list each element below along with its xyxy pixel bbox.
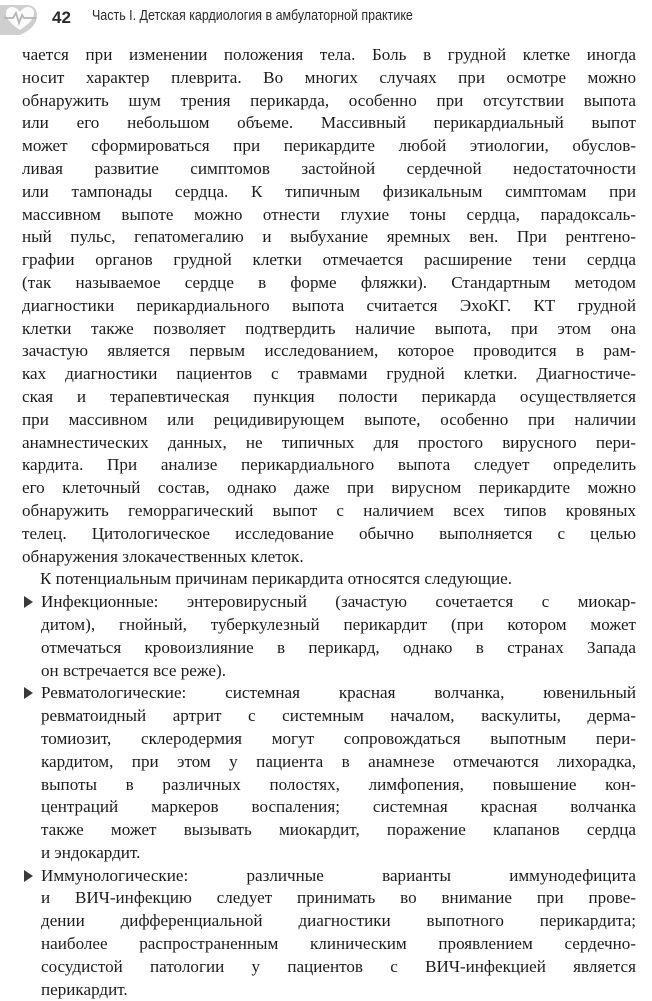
list-intro: К потенциальным причинам перикардита относятся следующие. — [40, 569, 513, 589]
text-line: анамнестических данных, не типичных для простого вирусного пери- — [22, 432, 636, 452]
text-line: обнаружить геморрагический выпот с наличием всех типов кровяных — [22, 500, 636, 520]
text-line: или его небольшом объеме. Массивный перикардиальный выпот — [22, 113, 636, 133]
text-line: ская и терапевтическая пункция полости перикарда осуществляется — [22, 386, 636, 406]
text-line: чается при изменении положения тела. Боль в грудной клетке иногда — [22, 45, 636, 64]
text-line: кардита. При анализе перикардиального выпота следует определить — [22, 455, 636, 475]
text-line: обнаружить шум трения перикарда, особенно при отсутствии выпота — [22, 90, 636, 110]
text-line: зачастую является первым исследованием, которое проводится в рам- — [22, 341, 636, 361]
text-line: диагностики перикардиального выпота считается ЭхоКГ. КТ грудной — [22, 295, 636, 315]
text-line: при массивном или рецидивирующем выпоте, особенно при наличии — [22, 409, 636, 429]
text-line: наиболее распространенным клиническим проявлением сердечно- — [41, 934, 636, 954]
text-line: его клеточный состав, однако даже при вирусном перикардите можно — [22, 478, 636, 498]
text-line: кардитом, при этом у пациента в анамнезе отмечаются лихорадка, — [41, 751, 636, 771]
page-header — [0, 0, 652, 40]
text-line: центраций маркеров воспаления; системная красная волчанка — [41, 797, 636, 817]
text-line: ках диагностики пациентов с травмами грудной клетки. Диагностиче- — [22, 364, 636, 384]
text-line: также может вызывать миокардит, поражение клапанов сердца — [41, 820, 636, 840]
text-line: (так называемое сердце в форме фляжки). Стандартным методом — [22, 272, 636, 292]
text-line: Ревматологические: системная красная волчанка, ювенильный — [41, 683, 636, 703]
text-line: или тампонады сердца. К типичным физикальным симптомам при — [22, 181, 636, 201]
text-line: отмечаться кровоизлияние в перикард, однако в странах Запада — [41, 637, 636, 657]
bullet-item-immunologic — [22, 865, 636, 1001]
text-line: телец. Цитологическое исследование обычно выполняется с целью — [22, 523, 636, 543]
text-line: томиозит, склеродермия могут сопровождаться выпотным пери- — [41, 728, 636, 748]
heart-pulse-icon — [0, 2, 40, 36]
text-line: перикардит. — [41, 979, 128, 999]
text-line: сосудистой патологии у пациентов с ВИЧ-инфекцией является — [41, 956, 636, 976]
text-line: может сформироваться при перикардите любой этиологии, обуслов- — [22, 136, 636, 156]
text-line: клетки также позволяет подтвердить наличие выпота, при этом она — [22, 318, 636, 338]
text-line: ливая развитие симптомов застойной сердечной недостаточности — [22, 158, 636, 178]
text-line: ревматоидный артрит с системным началом, васкулиты, дерма- — [41, 706, 636, 726]
bullet-triangle-icon — [24, 687, 33, 699]
text-line: обнаружения злокачественных клеток. — [22, 546, 304, 566]
bullet-triangle-icon — [24, 596, 33, 608]
bullet-item-infectious — [22, 591, 636, 682]
text-line: и эндокардит. — [41, 842, 141, 862]
text-line: ный пульс, гепатомегалию и выбухание яремных вен. При рентгено- — [22, 227, 636, 247]
page-body — [22, 44, 636, 1001]
text-line: дитом), гнойный, туберкулезный перикардит (при котором может — [41, 614, 636, 634]
text-line: он встречается все реже). — [41, 660, 226, 680]
text-line: выпоты в различных полостях, лимфопения, повышение кон- — [41, 774, 636, 794]
text-line: носит характер плеврита. Во многих случаях при осмотре можно — [22, 67, 636, 87]
bullet-item-rheumatologic — [22, 682, 636, 864]
text-line: графии органов грудной клетки отмечается расширение тени сердца — [22, 250, 636, 270]
text-line: массивном выпоте можно отнести глухие тоны сердца, парадоксаль- — [22, 204, 636, 224]
main-paragraph — [22, 44, 636, 568]
text-line: и ВИЧ-инфекцию следует принимать во внимание при прове- — [41, 888, 636, 908]
text-line: Иммунологические: различные варианты иммунодефицита — [41, 865, 636, 885]
text-line: Инфекционные: энтеровирусный (зачастую сочетается с миокар- — [41, 592, 636, 612]
bullet-triangle-icon — [24, 870, 33, 882]
running-head: Часть I. Детская кардиология в амбулаторной практике — [92, 8, 413, 24]
text-line: дении дифференциальной диагностики выпотного перикардита; — [41, 911, 636, 931]
page-number: 42 — [52, 8, 71, 27]
